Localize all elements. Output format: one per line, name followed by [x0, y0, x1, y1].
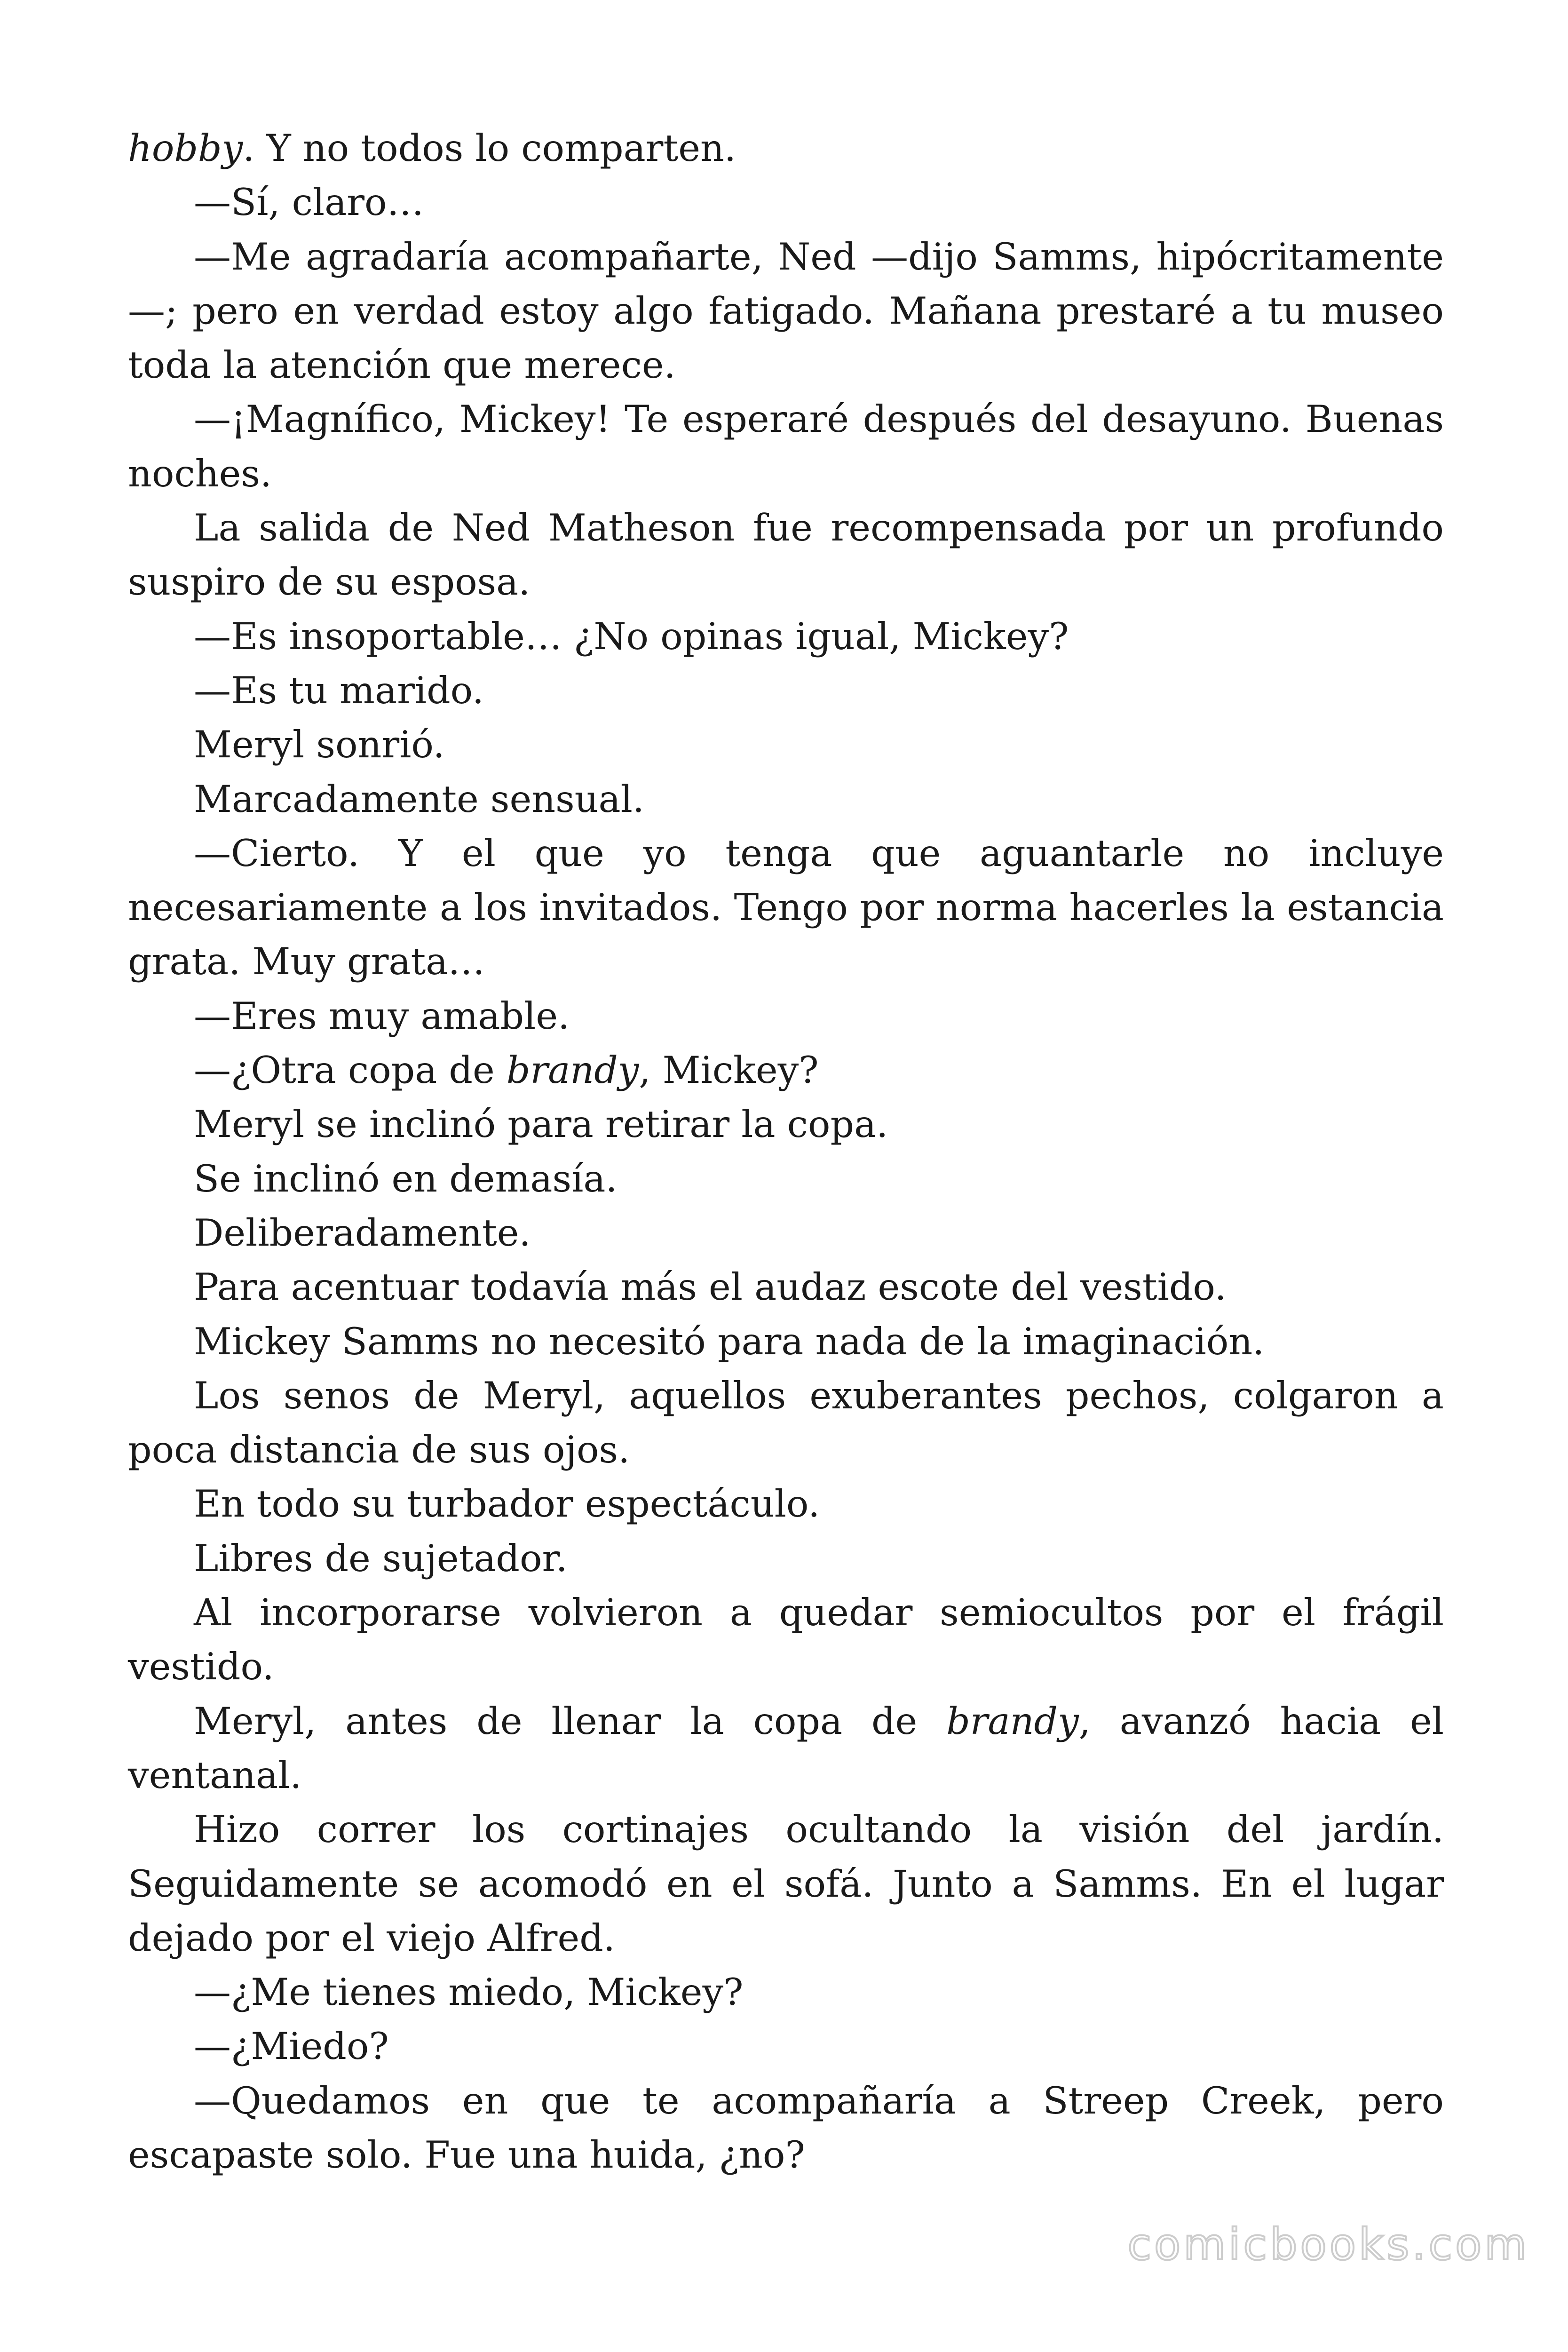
- paragraph: [128, 989, 1444, 1043]
- italic-text: brandy: [506, 1049, 639, 1092]
- text-run: La salida de Ned Matheson fue recompensada por un profundo suspiro de su esposa.: [128, 506, 1444, 604]
- paragraph: [128, 121, 1444, 175]
- text-run: Mickey Samms no necesitó para nada de la imaginación.: [194, 1319, 1265, 1363]
- paragraph: [128, 392, 1444, 501]
- text-run: —¿Otra copa de: [194, 1049, 507, 1092]
- text-run: . Y no todos lo comparten.: [243, 127, 736, 170]
- paragraph: [128, 501, 1444, 610]
- text-run: —¡Magnífico, Mickey! Te esperaré después del desayuno. Buenas noches.: [128, 397, 1444, 495]
- paragraph: [128, 1206, 1444, 1260]
- paragraph: [128, 1369, 1444, 1478]
- text-run: En todo su turbador espectáculo.: [194, 1482, 820, 1526]
- paragraph: [128, 230, 1444, 393]
- paragraph: [128, 2019, 1444, 2074]
- watermark: comicbooks.com: [1127, 2219, 1529, 2270]
- text-run: Al incorporarse volvieron a quedar semiocultos por el frágil vestido.: [128, 1591, 1444, 1689]
- paragraph: [128, 610, 1444, 664]
- text-run: Deliberadamente.: [194, 1211, 531, 1255]
- text-run: Libres de sujetador.: [194, 1536, 568, 1580]
- paragraph: [128, 1532, 1444, 1586]
- paragraph: [128, 1586, 1444, 1694]
- paragraph: [128, 1803, 1444, 1965]
- text-run: —Eres muy amable.: [194, 994, 570, 1038]
- paragraph: [128, 772, 1444, 826]
- text-run: —Es tu marido.: [194, 668, 484, 712]
- text-run: —¿Me tienes miedo, Mickey?: [194, 1971, 744, 2014]
- text-run: —Es insoportable… ¿No opinas igual, Mickey?: [194, 614, 1069, 658]
- text-run: —Me agradaría acompañarte, Ned —dijo Samms, hipócritamente—; pero en verdad estoy algo fatigado. Mañana prestaré a tu museo toda la atención que merece.: [128, 235, 1444, 387]
- paragraph: [128, 1965, 1444, 2019]
- text-run: Los senos de Meryl, aquellos exuberantes pechos, colgaron a poca distancia de sus ojos.: [128, 1374, 1444, 1472]
- paragraph: [128, 1260, 1444, 1314]
- text-run: Se inclinó en demasía.: [194, 1157, 618, 1200]
- text-run: —Sí, claro…: [194, 181, 424, 224]
- text-run: —Quedamos en que te acompañaría a Streep Creek, pero escapaste solo. Fue una huida, ¿no?: [128, 2079, 1444, 2177]
- text-run: —¿Miedo?: [194, 2025, 389, 2068]
- paragraph: [128, 1694, 1444, 1803]
- paragraph: [128, 1097, 1444, 1152]
- italic-text: brandy: [946, 1699, 1079, 1743]
- text-run: Meryl, antes de llenar la copa de: [194, 1699, 947, 1743]
- text-run: , avanzó hacia el ventanal.: [128, 1699, 1444, 1797]
- paragraph: [128, 2074, 1444, 2183]
- paragraph: [128, 1315, 1444, 1369]
- paragraph: [128, 1043, 1444, 1097]
- paragraph: [128, 175, 1444, 230]
- paragraph: [128, 664, 1444, 718]
- paragraph: [128, 826, 1444, 989]
- book-page-text: [128, 121, 1444, 2182]
- text-run: Marcadamente sensual.: [194, 777, 644, 821]
- paragraph: [128, 718, 1444, 772]
- italic-text: hobby: [128, 127, 243, 170]
- text-run: Meryl se inclinó para retirar la copa.: [194, 1103, 888, 1146]
- paragraph: [128, 1477, 1444, 1531]
- paragraph: [128, 1152, 1444, 1206]
- text-run: , Mickey?: [639, 1049, 819, 1092]
- text-run: Meryl sonrió.: [194, 723, 445, 767]
- text-run: Para acentuar todavía más el audaz escote del vestido.: [194, 1265, 1227, 1309]
- text-run: —Cierto. Y el que yo tenga que aguantarle no incluye necesariamente a los invitados. Tengo por norma hacerles la estancia grata. Muy grata…: [128, 831, 1444, 984]
- text-run: Hizo correr los cortinajes ocultando la visión del jardín. Seguidamente se acomodó en el sofá. Junto a Samms. En el lugar dejado por el viejo Alfred.: [128, 1808, 1444, 1960]
